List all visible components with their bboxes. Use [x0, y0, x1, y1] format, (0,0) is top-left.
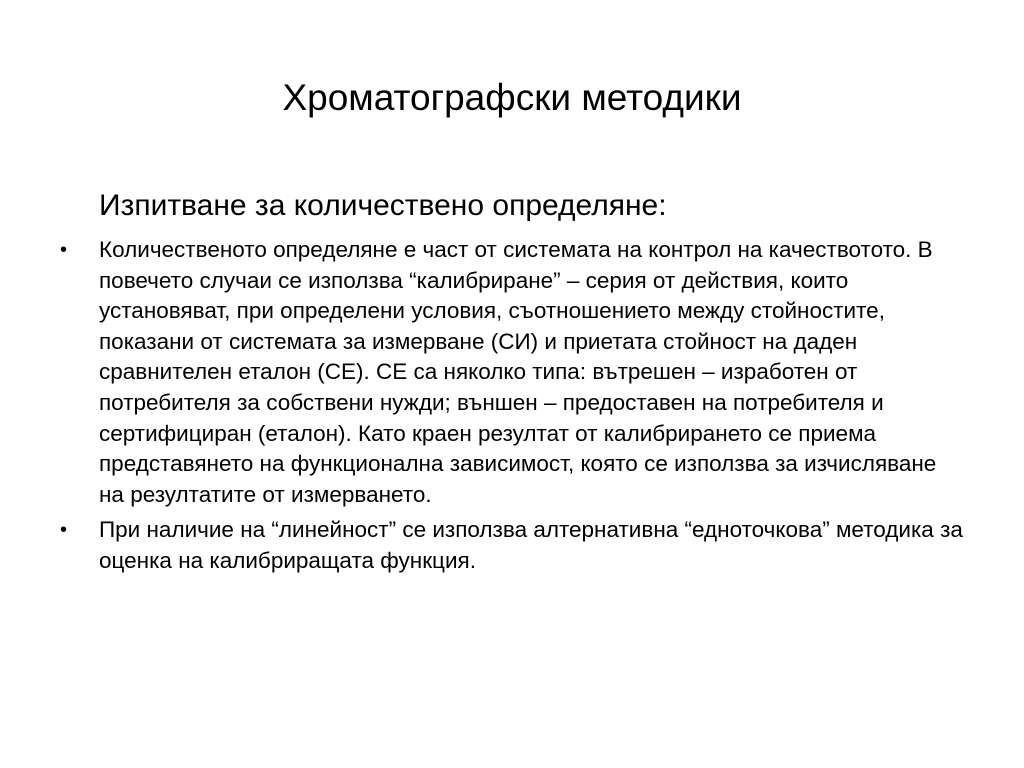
bullet-text: Количественото определяне е част от системата на контрол на качествотото. В повечето случаи се използва “калибриране” – серия от действия, които установяват, при определени условия, съотношението между стойностите, показани от системата за измерване (СИ) и приетата стойност на даден сравнителен еталон (СЕ). СЕ са няколко типа: вътрешен – изработен от потребителя за собствени нужди; външен – предоставен на потребителя и сертифициран (еталон). Като краен резултат от калибрирането се приема представянето на функционална зависимост, която се използва за изчисляване на резултатите от измерването. — [99, 237, 937, 507]
bullet-icon: • — [60, 239, 68, 261]
bullet-text: При наличие на “линейност” се използва алтернативна “едноточкова” методика за оценка на калибриращата функция. — [99, 517, 963, 573]
slide-title: Хроматографски методики — [282, 77, 742, 118]
bullet-item — [0, 515, 1024, 576]
bullet-icon: • — [60, 519, 68, 542]
bullet-item — [0, 235, 1024, 510]
bullet-list — [0, 235, 1024, 582]
slide-subheading: Изпитване за количествено определяне: — [99, 189, 667, 222]
